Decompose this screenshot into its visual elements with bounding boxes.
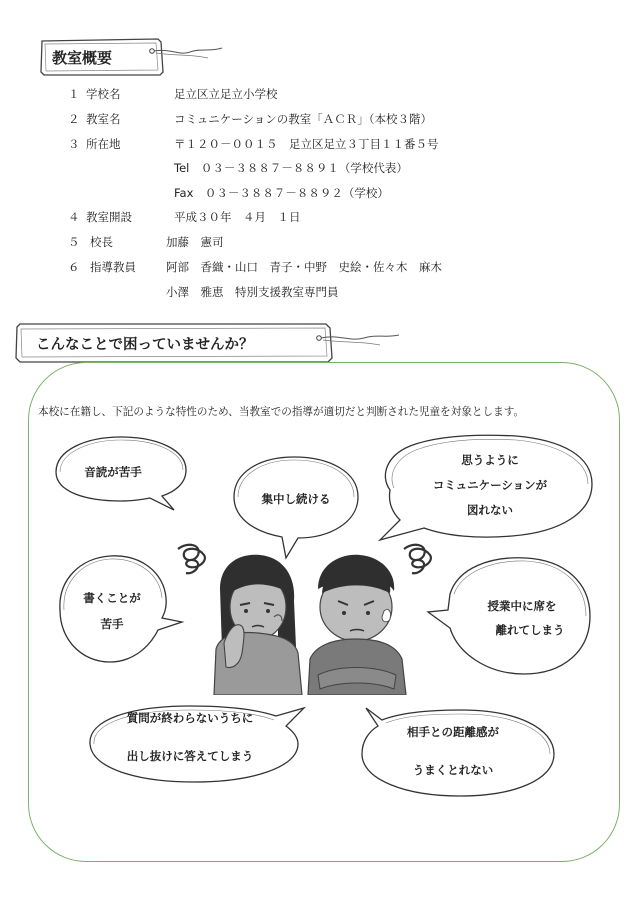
item-value: 足立区立足立小学校 — [174, 87, 278, 101]
overview-heading: 教室概要 — [52, 49, 113, 67]
item-label: 教室名 — [86, 112, 121, 126]
speech-bubble-writing — [48, 550, 188, 670]
item-label: 校長 — [90, 235, 113, 249]
speech-bubble-communication — [366, 432, 602, 544]
bubble-shape — [48, 550, 188, 670]
concerns-heading-tag — [14, 322, 414, 364]
item-value: 阿部 香織・山口 青子・中野 史絵・佐々木 麻木 — [166, 260, 442, 274]
item-value: コミュニケーションの教室「ＡＣＲ」（本校３階） — [174, 112, 433, 126]
item-num: ２ — [68, 112, 80, 126]
bubble-text-line: 苦手 — [100, 617, 124, 631]
item-value: 加藤 憲司 — [166, 235, 224, 249]
troubled-children-illustration — [168, 535, 438, 695]
bubble-text-line: 出し抜けに答えてしまう — [126, 749, 254, 763]
bubble-text-line: 図れない — [467, 503, 513, 517]
item-num: ３ — [68, 137, 80, 151]
bubble-shape — [352, 704, 562, 800]
bubble-text-line: 思うように — [461, 453, 519, 467]
bubble-text-line: 離れてしまう — [495, 623, 565, 637]
item-label: 教室開設 — [86, 210, 132, 224]
boy-figure-icon — [308, 555, 406, 695]
concerns-heading: こんなことで困っていませんか？ — [36, 337, 254, 353]
speech-bubble-reading — [46, 432, 196, 512]
bubble-text-line: 書くことが — [83, 591, 141, 605]
bubble-text-line: コミュニケーションが — [432, 478, 548, 492]
bubble-text-line: うまくとれない — [412, 763, 494, 777]
item-value: 〒１２０－００１５ 足立区足立３丁目１１番５号 — [174, 137, 439, 151]
item-value: Tel ０３－３８８７－８８９１（学校代表） — [174, 161, 408, 175]
bubble-text-line: 音読が苦手 — [84, 465, 142, 479]
worry-scribble-icon — [404, 545, 431, 574]
bubble-text-line: 授業中に席を — [487, 599, 557, 613]
intro-text: 本校に在籍し、下記のような特性のため、当教室での指導が適切だと判断された児童を対象とします。 — [38, 406, 525, 418]
item-label: 学校名 — [86, 87, 121, 101]
speech-bubble-blurting — [80, 700, 308, 786]
item-value: 小澤 雅恵 特別支援教室専門員 — [166, 285, 339, 299]
speech-bubble-distance — [352, 704, 562, 800]
item-label: 指導教員 — [90, 260, 136, 274]
bubble-text-line: 集中し続ける — [261, 492, 331, 506]
item-value: 平成３０年 ４月 １日 — [174, 210, 301, 224]
overview-heading-tag — [40, 38, 240, 78]
bubble-shape — [426, 552, 598, 680]
item-label: 所在地 — [86, 137, 121, 151]
item-num: ６ — [68, 260, 80, 274]
worry-scribble-icon — [178, 545, 205, 574]
bubble-text-line: 質問が終わらないうちに — [126, 711, 254, 725]
item-num: ５ — [68, 235, 80, 249]
bubble-text-line: 相手との距離感が — [407, 725, 499, 739]
item-num: ４ — [68, 210, 80, 224]
speech-bubble-seat — [426, 552, 598, 680]
item-num: １ — [68, 87, 80, 101]
girl-figure-icon — [214, 555, 302, 695]
item-value: Fax ０３－３８８７－８８９２（学校） — [174, 186, 389, 200]
